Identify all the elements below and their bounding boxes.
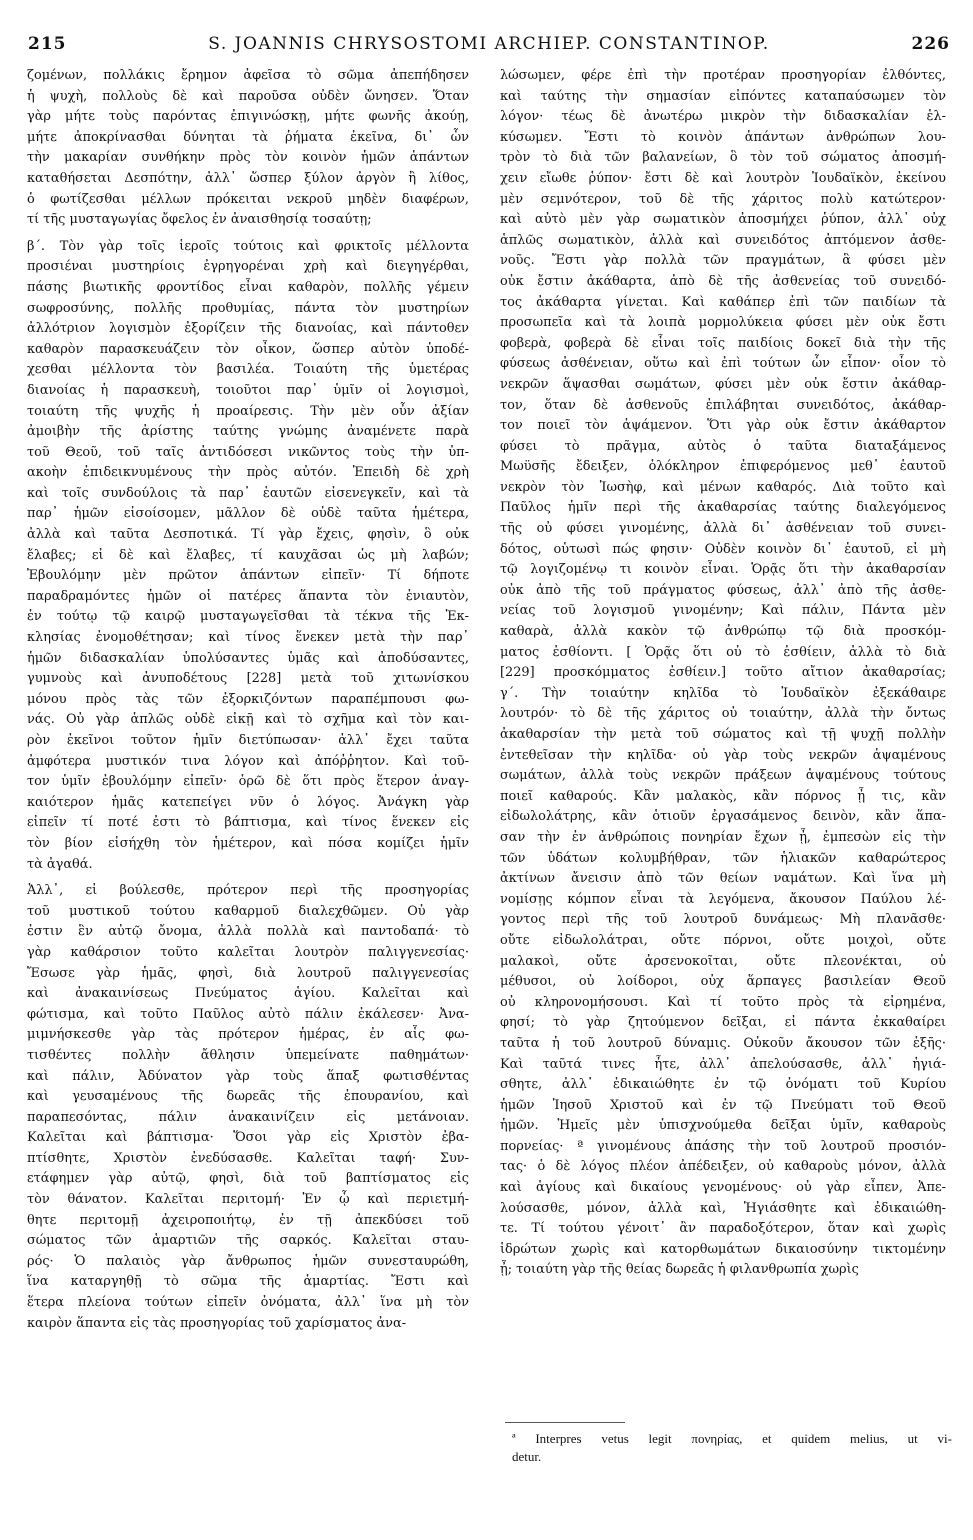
right-column-text-line: τε. Τί τούτου γένοιτ᾽ ἂν παραδοξότερον, ὅταν καὶ χωρὶς (500, 1221, 946, 1237)
left-column-text-line: πάσης βιωτικῆς φροντίδος εἶναι καθαρὸν, πολλῆς γέμειν (27, 279, 469, 295)
left-column-text-line: διανοίας ἡ παρασκευὴ, τοιοῦτοι παρ᾽ ὑμῖν οἱ λογισμοὶ, (27, 382, 469, 398)
right-column-text-line: φύσεως ἀσθένειαν, οὕτω καὶ ἐπὶ τούτων ὧν εἶπον· οἷον τὸ (500, 356, 946, 372)
left-column-text-line: ἡμῶν διδασκαλίαν ὑπολύσαντες ὑμᾶς καὶ ἀποδύσαντες, (27, 650, 469, 666)
right-column-text-line: ἁπλῶς σωματικὸν, ἀλλὰ καὶ συνειδότος ἀπτόμενον ἀσθε- (500, 232, 946, 248)
left-column-text-line: τὰ ἀγαθά. (27, 856, 93, 872)
left-column-text-line: τοῦ μυστικοῦ τούτου καθαρμοῦ διαλεχθῶμεν. Οὐ γὰρ (27, 903, 469, 919)
right-column-text-line: λούσασθε, μόνον, ἀλλὰ καὶ, Ἡγιάσθητε καὶ ἐδικαιώθη- (500, 1200, 946, 1216)
right-column-text-line: κύσωμεν. Ἔστι τὸ κοινὸν ἁπάντων ἀνθρώπων λου- (500, 129, 946, 145)
right-column-text-line: καὶ αὐτὸ μὲν γὰρ σωματικὸν ἀποσμήχει ῥύπον, ἀλλ᾽ οὐχ (500, 212, 946, 228)
left-column-text-line: ἔλαβες; εἰ δὲ καὶ ἔλαβες, τί καυχᾶσαι ὡς μὴ λαβών; (27, 547, 469, 563)
left-column-text-line: θητε περιτομῇ ἀχειροποιήτῳ, ἐν τῇ ἀπεκδύσει τοῦ (27, 1212, 469, 1228)
right-column-text-line: οὐκ ἀπὸ τῆς τοῦ πράγματος φύσεως, ἀλλ᾽ ἀπὸ τῆς ἀσθε- (500, 582, 946, 598)
right-column-text-line: καθαρὰ, ἀλλὰ κακὸν τῷ ἀνθρώπῳ τῷ διὰ προσκόμ- (500, 624, 946, 640)
left-column-text-line: μήτε ἀποκρίνασθαι δύνηται τὰ ῥήματα ἐκεῖνα, δι᾽ ὧν (27, 129, 469, 145)
left-column-text-line: τί τῆς μυσταγωγίας ὄφελος ἐν ἀναισθησίᾳ τοσαύτῃ; (27, 212, 372, 228)
left-column-text-line: τον ὑμῖν ἐβουλόμην εἰπεῖν· ὁρῶ δὲ ὅτι πρὸς ἕτερον ἀναγ- (27, 774, 469, 790)
right-column-text-line: καὶ ταύτης τὴν σημασίαν εἰπόντες καταπαύσωμεν τὸν (500, 88, 946, 104)
right-column-text-line: χειν εἴωθε ῥύπον· ἔστι δὲ καὶ λουτρὸν Ἰουδαϊκὸν, ἐκείνου (500, 170, 946, 186)
left-column-text-line: ἐν τούτῳ τῷ καιρῷ μυσταγωγεῖσθαι τὰ τέκνα τῆς Ἐκ- (27, 609, 469, 625)
left-column-text-line: Ἐβουλόμην μὲν πρῶτον ἁπάντων εἰπεῖν· Τί δήποτε (27, 568, 469, 584)
right-column-text-line: τῷ λογιζομένῳ τι κοινὸν εἶναι. Ὁρᾷς ὅτι τὴν ἀκαθαρσίαν (500, 562, 946, 578)
right-column-text-line: οὔτε εἰδωλολάτραι, οὔτε πόρνοι, οὔτε μοιχοὶ, οὔτε (500, 932, 946, 948)
right-column-text-line: Μωϋσῆς ἔδειξεν, ὁλόκληρον ἐπιφερόμενος μεθ᾽ ἑαυτοῦ (500, 459, 946, 475)
footnote-rule (505, 1422, 625, 1423)
left-column-text-line: χεσθαι μέλλοντα τὸν βασιλέα. Τοιαύτη τῆς ὑμετέρας (27, 362, 469, 378)
left-column-text-line: προσιέναι μυστηρίοις ἐγρηγορέναι χρὴ καὶ διεγηγέρθαι, (27, 259, 469, 275)
left-column-text-line: τισθέντες πολλὴν ἄθλησιν ὑπεμείνατε παθημάτων· (27, 1047, 469, 1063)
right-column-text-line: εἰδωλολάτρης, κἂν ὁτιοῦν ἐργασάμενος δεινὸν, κἂν ἅπα- (500, 809, 946, 825)
left-column-text-line: ἀμφότερα μυστικόν τινα λόγον καὶ ἀπόῤῥητον. Καὶ τοῦ- (27, 753, 469, 769)
right-column-text-line: τος ἀκάθαρτα γίνεται. Καὶ καθάπερ ἐπὶ τῶν παιδίων τὰ (500, 294, 946, 310)
left-column-text-line: μόνου πρὸς τὰς τῶν ἐξορκιζόντων παραπέμπουσι φω- (27, 691, 469, 707)
left-column-text-line: τὸν θάνατον. Καλεῖται περιτομή· Ἐν ᾧ καὶ περιετμή- (27, 1192, 469, 1208)
right-column-text-line: φοβερὰ, φοβερὰ δὲ εἶναι τοῖς παιδίοις δοκεῖ διὰ τὴν τῆς (500, 335, 946, 351)
right-column-text-line: νεκρὸν τὸν Ἰωσὴφ, καὶ μένων καθαρός. Διὰ τοῦτο καὶ (500, 479, 946, 495)
left-column-text-line: παραπεσόντας, πάλιν ἀνακαινίζειν εἰς μετάνοιαν. (27, 1109, 469, 1125)
left-column-text-line: καὶ ἀνακαινίσεως Πνεύματος ἁγίου. Καλεῖται καὶ (27, 986, 469, 1002)
right-column-text-line: γ΄. Τὴν τοιαύτην κηλῖδα τὸ Ἰουδαϊκὸν ἐξεκάθαιρε (500, 685, 946, 701)
left-column-text-line: ἀμοιβὴν τῆς ἀρίστης ταύτης γνώμης ἀναμένετε παρὰ (27, 424, 469, 440)
left-column-text-line: ὁ φωτίζεσθαι μέλλων πρόκειται νεκροῦ μηδὲν διαφέρων, (27, 191, 469, 207)
left-column-text-line: κλησίας ἐνομοθέτησαν; καὶ τίνος ἕνεκεν μετὰ τὴν παρ᾽ (27, 630, 469, 646)
footnote-text-line: ª Interpres vetus legit πονηρίας, et quidem melius, ut vi- (512, 1431, 952, 1446)
left-column-text-line: ακοὴν ἐπιδεικνυμένους τὴν πρὸς αὐτόν. Ἐπειδὴ δὲ χρὴ (27, 465, 469, 481)
left-column-text-line: ἕτερα πλείονα τούτων εἰπεῖν ὀνόματα, ἀλλ᾽ ἵνα μὴ τὸν (27, 1295, 469, 1311)
left-column-text-line: γὰρ καθάρσιον τοῦτο καλεῖται λουτρὸν παλιγγενεσίας· (27, 944, 469, 960)
right-column-text-line: ποιεῖ καθαρούς. Κἂν μαλακὸς, κἂν πόρνος ᾖ τις, κἂν (500, 788, 946, 804)
left-column-text-line: φώτισμα, καὶ τοῦτο Παῦλος αὐτὸ πάλιν ἐκάλεσεν· Ἀνα- (27, 1006, 469, 1022)
right-column-text-line: ἱδρώτων χωρὶς καὶ κατορθωμάτων δικαιοσύνην τικτομένην (500, 1241, 946, 1257)
left-column-text-line: σωφροσύνης, πολλῆς προθυμίας, πάντα τὸν μυστηρίων (27, 300, 469, 316)
left-column-text-line: εἰπεῖν τί ποτέ ἐστι τὸ βάπτισμα, καὶ τίνος ἕνεκεν εἰς (27, 815, 469, 831)
left-column-text-line: καιρὸν ἅπαντα εἰς τὰς προσηγορίας τοῦ χαρίσματος ἀνα- (27, 1315, 407, 1331)
left-column-text-line: ἀλλότριον λογισμὸν ἐξορίζειν τῆς διανοίας, καὶ πάντοθεν (27, 321, 469, 337)
left-column-text-line: ετάφημεν γὰρ αὐτῷ, φησὶ, διὰ τοῦ βαπτίσματος εἰς (27, 1171, 469, 1187)
right-column-text-line: μέθυσοι, οὐ λοίδοροι, οὐχ ἅρπαγες βασιλείαν Θεοῦ (500, 974, 946, 990)
left-column-text-line: γυμνοὺς καὶ ἀνυποδέτους [228] μετὰ τοῦ χιτωνίσκου (27, 671, 469, 687)
right-column-text-line: προσωπεῖα καὶ τὰ λοιπὰ μορμολύκεια φύσει μὲν οὐκ ἔστι (500, 315, 946, 331)
left-column-text-line: Καλεῖται καὶ βάπτισμα· Ὅσοι γὰρ εἰς Χριστὸν ἐβα- (27, 1130, 469, 1146)
right-column-text-line: ᾖ; τοιαύτη γὰρ τῆς θείας δωρεᾶς ἡ φιλανθρωπία χωρὶς (500, 1262, 859, 1278)
right-column-text-line: τας· ὁ δὲ λόγος πλέον ἀπέδειξεν, οὐ καθαροὺς μόνον, ἀλλὰ (500, 1159, 946, 1175)
right-column-text-line: τρὸν τὸ διὰ τῶν βαλανείων, ὃ τὸν τοῦ σώματος ἀποσμή- (500, 150, 946, 166)
footnote-text-line: detur. (512, 1449, 542, 1464)
running-title: S. JOANNIS CHRYSOSTOMI ARCHIEP. CONSTANTINOP. (208, 34, 770, 54)
left-column-text-line: παραδραμόντες ἡμῶν οἱ πατέρες ἅπαντα τὸν ἐνιαυτὸν, (27, 588, 469, 604)
left-column-text-line: τοιαύτη τῆς ψυχῆς ἡ προαίρεσις. Τὴν μὲν οὖν ἀξίαν (27, 403, 469, 419)
left-column (27, 66, 469, 1334)
left-column-text-line: ἵνα καταργηθῇ τὸ σῶμα τῆς ἁμαρτίας. Ἔστι καὶ (27, 1274, 469, 1290)
left-column-text-line: ζομένων, πολλάκις ἔρημον ἀφεῖσα τὸ σῶμα ἀπεπήδησεν (27, 68, 469, 83)
left-column-text-line: σώματος τῶν ἁμαρτιῶν τῆς σαρκός. Καλεῖται σταυ- (27, 1233, 469, 1249)
right-column-text-line: φησί; τὸ γὰρ ζητούμενον δεῖξαι, εἰ πάντα ἐκκαθαίρει (500, 1015, 946, 1031)
right-column-text-line: μὲν σεμνότερον, τοῦ δὲ τῆς χάριτος πολὺ κατώτερον· (500, 191, 946, 207)
right-column-text-line: σθητε, ἀλλ᾽ ἐδικαιώθητε ἐν τῷ ὀνόματι τοῦ Κυρίου (500, 1077, 946, 1093)
right-column-text-line: τον ποιεῖ τὸν ἁψάμενον. Ὅτι γὰρ οὐκ ἔστιν ἀκάθαρτον (500, 418, 946, 434)
right-column-text-line: γοντος περὶ τῆς τοῦ λουτροῦ δυνάμεως· Μὴ πλανᾶσθε· (500, 912, 946, 928)
right-column-text-line: οὐ κληρονομήσουσι. Καὶ τί τοῦτο πρὸς τὰ εἰρημένα, (500, 994, 946, 1010)
left-column-text-line: μιμνήσκεσθε γὰρ τὰς πρότερον ἡμέρας, ἐν αἷς φω- (27, 1027, 469, 1043)
right-column-text-line: πορνείας· ª γινομένους ἁπάσης τὴν τοῦ λουτροῦ προσιόν- (500, 1138, 946, 1154)
right-column-text-line: [229] προσκόμματος ἐσθίειν.] τοῦτο αἴτιον ἀκαθαρσίας; (500, 665, 946, 681)
left-column-text-line: ἀλλὰ καὶ ταῦτα Δεσποτικά. Τί γὰρ ἔχεις, φησὶν, ὃ οὐκ (27, 527, 469, 543)
left-column-text-line: καὶ πάλιν, Ἀδύνατον γὰρ τοὺς ἅπαξ φωτισθέντας (27, 1068, 469, 1084)
right-column-text-line: μαλακοὶ, οὔτε ἀρσενοκοῖται, οὔτε πλεονέκται, οὐ (500, 953, 946, 969)
right-column-text-line: σωμάτων, ἀλλὰ τοὺς νεκρῶν πράξεων ἁψαμένους τούτους (500, 768, 946, 784)
right-column-text-line: ἡμῶν Ἰησοῦ Χριστοῦ καὶ ἐν τῷ Πνεύματι τοῦ Θεοῦ (500, 1097, 946, 1113)
right-column-text-line: τον, ὅταν δὲ ἀσθενοῦς ἐπιλάβηται συνειδότος, ἀκάθαρ- (500, 397, 946, 413)
right-column-text-line: λόγον· τέως δὲ ἀνωτέρω μικρὸν τὴν διδασκαλίαν ἑλ- (500, 109, 946, 125)
right-column-text-line: Καὶ ταῦτά τινες ἦτε, ἀλλ᾽ ἀπελούσασθε, ἀλλ᾽ ἡγιά- (500, 1056, 946, 1072)
left-column-text-line: νάς. Οὐ γὰρ ἁπλῶς οὐδὲ εἰκῇ καὶ τὸ σχῆμα καὶ τὸν και- (27, 712, 469, 728)
left-column-text-line: τοῦ Θεοῦ, τοῦ ταῖς ἀντιδόσεσι νικῶντος τοὺς τὴν ὑπ- (27, 444, 469, 460)
left-column-text-line: καιότερον ἡμᾶς κατεπείγει νῦν ὁ λόγος. Ἀνάγκη γὰρ (27, 794, 469, 810)
right-column-text-line: ἀκτίνων ἄνεισιν ἀπὸ τῶν θείων ναμάτων. Καὶ ἵνα μὴ (500, 871, 946, 887)
right-column-text-line: οὐκ ἔστιν ἀκάθαρτα, ἀπὸ δὲ τῆς ἀσθενείας τοῦ συνειδό- (500, 273, 946, 289)
left-column-text-line: τὸν βίον εἰσήχθη τὸν ἡμέτερον, καὶ πόσα κομίζει ἡμῖν (27, 835, 469, 851)
right-column-text-line: ἀκαθαρσίαν τὴν μετὰ τοῦ σώματος καὶ τῇ ψυχῇ πολλὴν (500, 727, 946, 742)
right-column-text-line: νεκρῶν ἅψασθαι σωμάτων, φύσει μὲν οὐκ ἔστιν ἀκάθαρ- (500, 376, 946, 392)
footnote (512, 1430, 952, 1466)
right-column-text-line: ἐντεθεῖσαν τὴν κηλῖδα· οὐ γὰρ τοὺς νεκρῶν ἁψαμένους (500, 747, 946, 763)
right-column-text-line: Παῦλος ἡμῖν περὶ τῆς ἀκαθαρσίας ταύτης διαλεγόμενος (500, 500, 946, 516)
right-column-text-line: τῶν ὑδάτων κολυμβήθραν, τῶν ἡλιακῶν καθαρώτερος (500, 850, 946, 866)
left-column-text-line: καταθήσεται Δεσπότην, ἀλλ᾽ ὥσπερ ξύλον ἀργὸν ἢ λίθος, (27, 170, 469, 186)
page-number-right: 226 (911, 34, 950, 54)
right-column-text-line: ματος ἐσθίοντι. [ Ὁρᾷς ὅτι οὐ τὸ ἐσθίειν, ἀλλὰ τὸ διὰ (500, 644, 946, 660)
left-column-text-line: τὴν μακαρίαν συνθήκην πρὸς τὸν κοινὸν ἡμῶν ἁπάντων (27, 150, 469, 166)
right-column-text-line: λώσωμεν, φέρε ἐπὶ τὴν προτέραν προσηγορίαν ἐλθόντες, (500, 68, 946, 83)
right-column-text-line: νοῦς. Ἔστι γὰρ πολλὰ τῶν πραγμάτων, ἃ φύσει μὲν (500, 253, 946, 269)
left-column-text-line: παρ᾽ ἡμῶν εἰσοίσομεν, μᾶλλον δὲ οὐδὲ ταῦτα ἡμέτερα, (27, 506, 469, 522)
left-column-text-line: Ἀλλ᾽, εἰ βούλεσθε, πρότερον περὶ τῆς προσηγορίας (27, 883, 469, 899)
left-column-text-line: Ἔσωσε γὰρ ἡμᾶς, φησὶ, διὰ λουτροῦ παλιγγενεσίας (27, 965, 469, 981)
left-column-text-line: ρός· Ὁ παλαιὸς γὰρ ἄνθρωπος ἡμῶν συνεσταυρώθη, (27, 1253, 469, 1269)
right-column-text-line: νείας τοῦ λογισμοῦ γινομένην; Καὶ πάλιν, Πάντα μὲν (500, 603, 946, 619)
left-column-text-line: ἐστιν ἓν αὐτῷ ὄνομα, ἀλλὰ πολλὰ καὶ παντοδαπά· τὸ (27, 924, 469, 940)
right-column-text-line: τῆς οὐ φύσει γινομένης, ἀλλὰ δι᾽ ἀσθένειαν τοῦ συνει- (500, 521, 946, 537)
right-column-text-line: δότος, οὑτωσὶ πώς φησιν· Οὐδὲν κοινὸν δι᾽ ἑαυτοῦ, εἰ μὴ (500, 541, 946, 557)
left-column-text-line: πτίσθητε, Χριστὸν ἐνεδύσασθε. Καλεῖται ταφή· Συν- (27, 1150, 469, 1166)
left-column-text-line: β΄. Τὸν γὰρ τοῖς ἱεροῖς τούτοις καὶ φρικτοῖς μέλλοντα (27, 238, 469, 254)
page-number-left: 215 (28, 34, 67, 54)
right-column-text-line: καὶ ἁγίους καὶ δικαίους γενομένους· οὐ γὰρ εἶπεν, Ἀπε- (500, 1180, 946, 1196)
left-column-text-line: γὰρ μήτε τοὺς παρόντας ἐπιγινώσκῃ, μήτε φωνῆς ἀκούῃ, (27, 109, 469, 125)
right-column-text-line: λουτρόν· τὸ δὲ τῆς χάριτος οὐ τοιαύτην, ἀλλὰ τὴν ὄντως (500, 706, 946, 722)
left-column-text-line: καθαρὸν παρασκευάζειν τὸν οἶκον, ὥσπερ αὐτὸν ὑποδέ- (27, 341, 469, 357)
running-header (28, 34, 950, 60)
left-column-text-line: καὶ γευσαμένους τῆς δωρεᾶς τῆς ἐπουρανίου, καὶ (27, 1089, 469, 1105)
left-column-text-line: ρὸν ἐκεῖνοι τοῦτον ἡμῖν διετύπωσαν· ἀλλ᾽ ἔχει ταῦτα (27, 733, 469, 748)
right-column (500, 66, 946, 1281)
left-column-text-line: καὶ τοῖς συνδούλοις τὰ παρ᾽ ἑαυτῶν εἰσενεγκεῖν, καὶ τὰ (27, 485, 469, 501)
right-column-text-line: νομίσῃς κόμπον εἶναι τὰ λεγόμενα, ἄκουσον Παύλου λέ- (500, 891, 946, 907)
right-column-text-line: σαν τὴν ἐν ἀνθρώποις πονηρίαν ἔχων ᾖ, ἐμπεσὼν εἰς τὴν (500, 829, 946, 845)
right-column-text-line: ταῦτα ἡ τοῦ λουτροῦ δύναμις. Οὐκοῦν ἄκουσον τῶν ἑξῆς· (500, 1035, 946, 1051)
left-column-text-line: ἡ ψυχὴ, πολλοὺς δὲ καὶ παροῦσα οὐδὲν ὤνησεν. Ὅταν (27, 88, 469, 104)
right-column-text-line: φύσει τὸ πρᾶγμα, αὐτὸς ὁ ταῦτα διαταξάμενος (500, 438, 946, 454)
right-column-text-line: ἡμῶν. Ἡμεῖς μὲν ὑπισχνούμεθα δεῖξαι ὑμῖν, καθαροὺς (500, 1118, 946, 1134)
